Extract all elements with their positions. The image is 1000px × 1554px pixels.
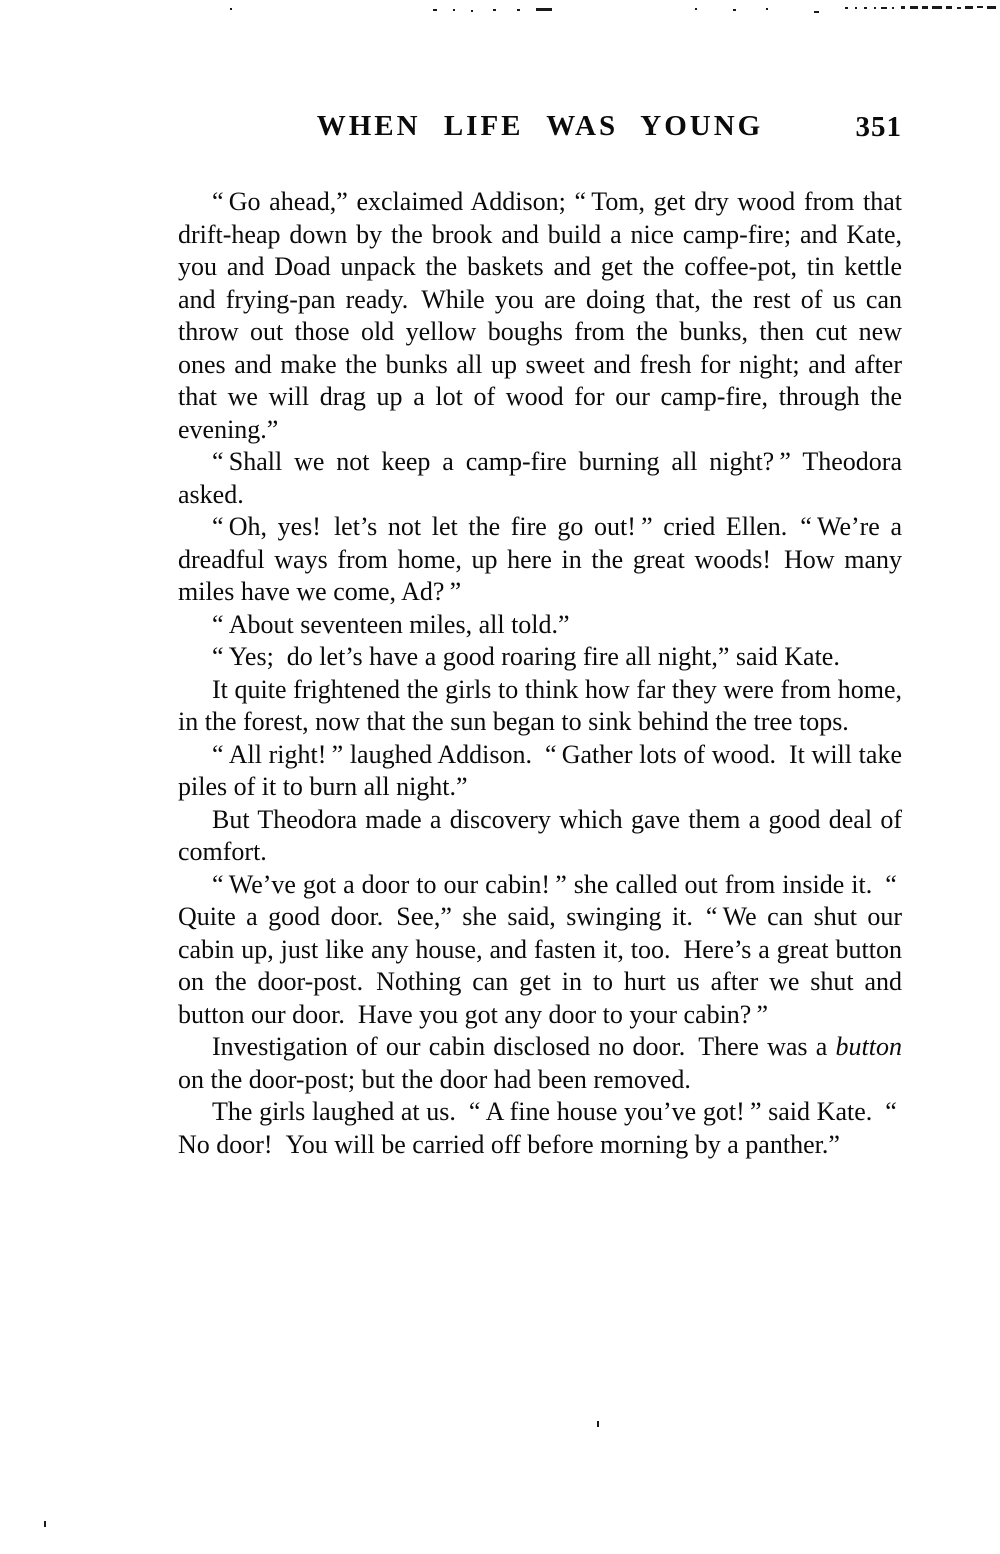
scan-speck bbox=[536, 8, 552, 11]
paragraph bbox=[178, 609, 902, 642]
scan-speck bbox=[814, 11, 819, 13]
scan-speck bbox=[733, 9, 736, 11]
text-block bbox=[178, 110, 902, 1161]
scan-speck bbox=[874, 7, 876, 9]
text-run: It quite frightened the girls to think how far they were from home, in the forest, now that the sun began to sink behind the tree tops. bbox=[178, 674, 902, 736]
scan-speck bbox=[433, 9, 437, 11]
paragraph bbox=[178, 869, 902, 1032]
paragraph bbox=[178, 1031, 902, 1096]
scan-speck bbox=[987, 6, 996, 9]
italic-text-run: button bbox=[835, 1032, 902, 1061]
scan-speck bbox=[932, 6, 942, 9]
scan-speck bbox=[855, 7, 857, 9]
paragraph bbox=[178, 446, 902, 511]
scan-speck bbox=[597, 1421, 599, 1427]
scan-speck bbox=[493, 9, 496, 11]
scan-speck bbox=[845, 7, 848, 9]
scan-speck bbox=[922, 6, 928, 9]
scan-speck bbox=[977, 6, 983, 8]
page-number: 351 bbox=[855, 111, 902, 143]
paragraph bbox=[178, 641, 902, 674]
scan-speck bbox=[965, 6, 973, 9]
text-run: “ Yes; do let’s have a good roaring fire all night,” said Kate. bbox=[212, 642, 840, 671]
text-run: “ Oh, yes! let’s not let the fire go out! ” cried Ellen. “ We’re a dreadful ways from home, up here in the great woods! How many miles have we come, Ad? ” bbox=[178, 512, 902, 606]
scan-speck bbox=[695, 8, 697, 10]
paragraph bbox=[178, 674, 902, 739]
scan-speck bbox=[910, 6, 918, 9]
paragraph bbox=[178, 511, 902, 609]
scan-speck bbox=[230, 8, 232, 10]
paragraph bbox=[178, 1096, 902, 1161]
text-run: “ Shall we not keep a camp-fire burning all night? ” Theodora asked. bbox=[178, 447, 902, 509]
scan-speck bbox=[453, 9, 455, 11]
scan-speck bbox=[517, 9, 520, 11]
text-run: “ Go ahead,” exclaimed Addison; “ Tom, get dry wood from that drift-heap down by the brook and build a nice camp-fire; and Kate, you and Doad unpack the baskets and get the coffee-pot, tin kettle and frying-pan ready. While you are doing that, the rest of us can throw out those old yellow boughs from the bunks, then cut new ones and make the bunks all up sweet and fresh for night; and after that we will drag up a lot of wood for our camp-fire, through the evening.” bbox=[178, 187, 902, 444]
running-header bbox=[178, 110, 902, 148]
scan-speck bbox=[881, 7, 887, 9]
text-run: “ We’ve got a door to our cabin! ” she called out from inside it. “ Quite a good door. See,” she said, swinging it. “ We can shut our cabin up, just like any house, and fasten it, too. Here’s a great button on the door-post. Nothing can get in to hurt us after we shut and button our door. Have you got any door to your cabin? ” bbox=[178, 869, 902, 1029]
text-run: “ All right! ” laughed Addison. “ Gather lots of wood. It will take piles of it to burn all night.” bbox=[178, 739, 902, 801]
text-run: The girls laughed at us. “ A fine house you’ve got! ” said Kate. “ No door! You will be carried off before morning by a panther.” bbox=[178, 1097, 902, 1159]
paragraph bbox=[178, 186, 902, 446]
paragraph bbox=[178, 739, 902, 804]
text-run: “ About seventeen miles, all told.” bbox=[212, 609, 570, 639]
scan-speck bbox=[471, 10, 473, 12]
text-run: on the door-post; but the door had been removed. bbox=[178, 1064, 691, 1094]
scan-speck bbox=[766, 8, 768, 10]
scan-speck bbox=[892, 7, 894, 9]
text-run: Investigation of our cabin disclosed no door. There was a bbox=[212, 1032, 836, 1061]
scan-speck bbox=[946, 6, 952, 9]
scan-speck bbox=[864, 7, 867, 9]
text-run: But Theodora made a discovery which gave them a good deal of comfort. bbox=[178, 804, 902, 866]
scan-speck bbox=[957, 7, 961, 9]
scan-speck bbox=[44, 1521, 46, 1527]
scan-speck bbox=[901, 6, 905, 9]
paragraph bbox=[178, 804, 902, 869]
body-text bbox=[178, 186, 902, 1161]
page-title: WHEN LIFE WAS YOUNG bbox=[316, 110, 764, 142]
